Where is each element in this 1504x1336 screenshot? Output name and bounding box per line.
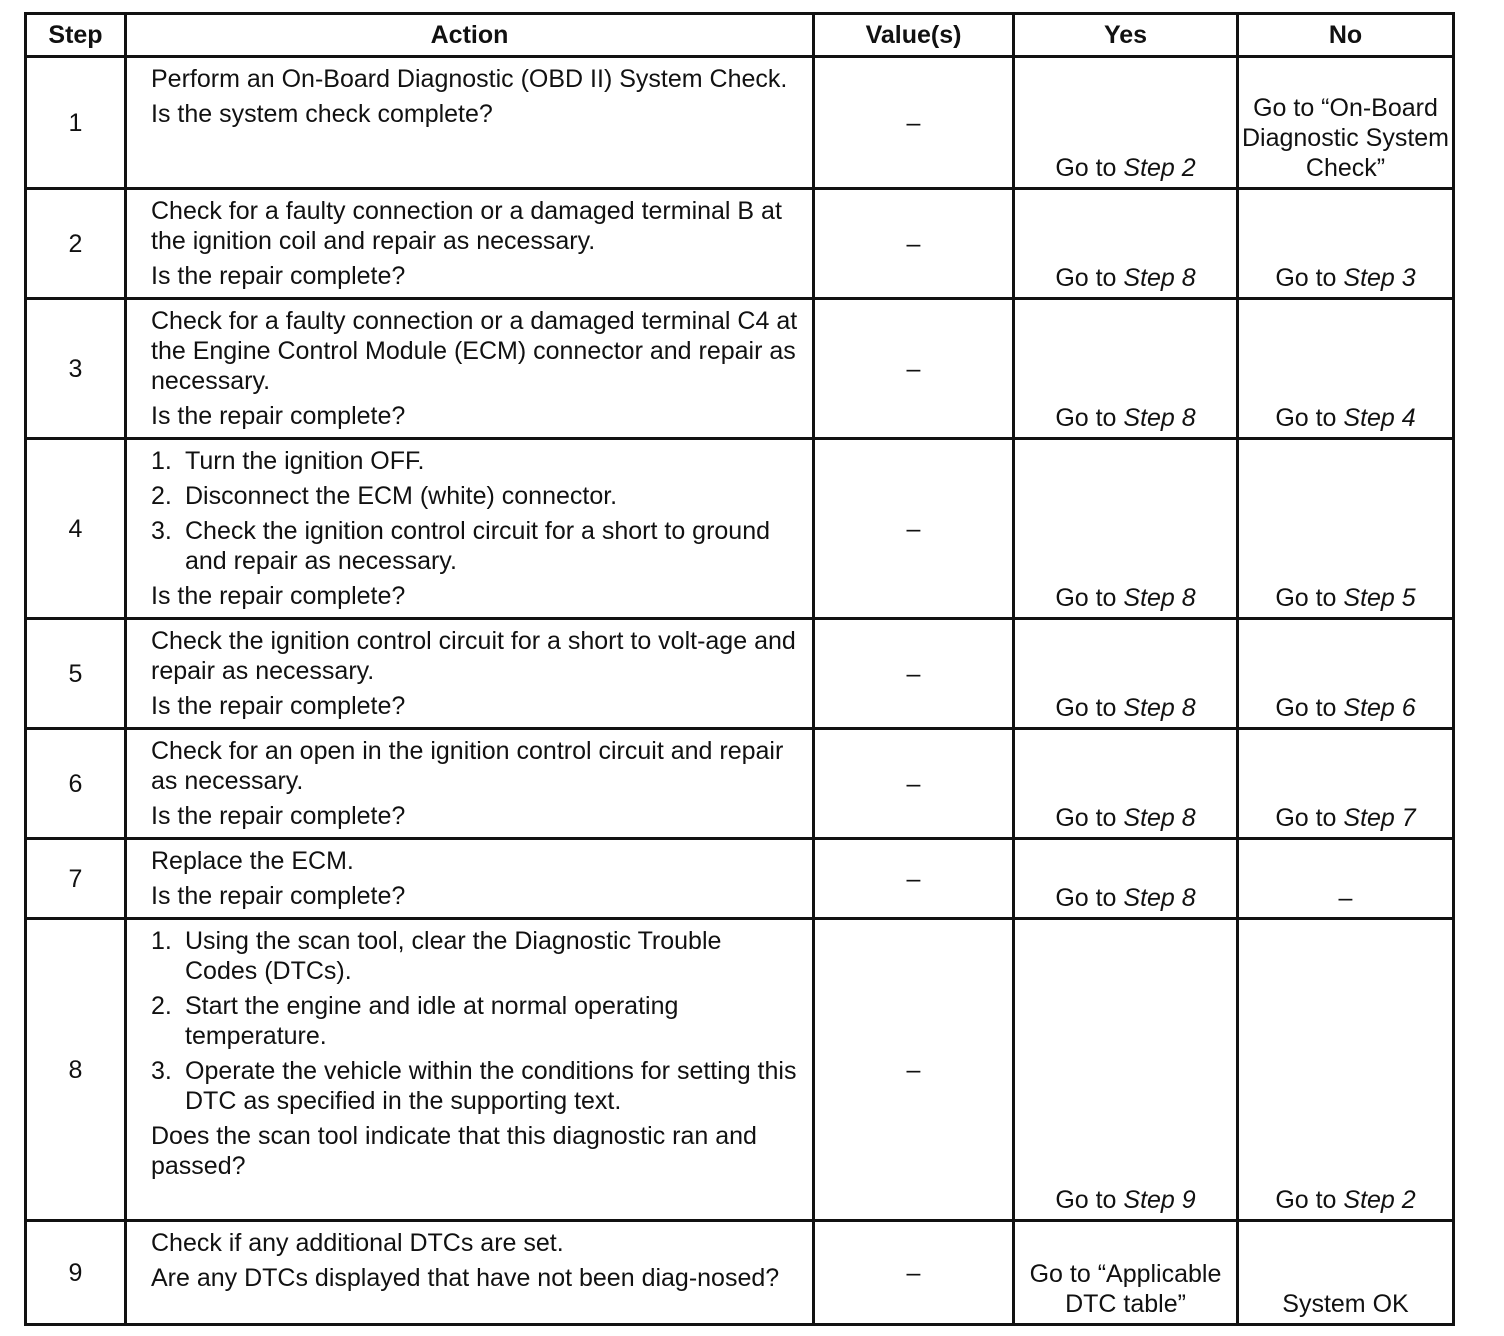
action-step-text: Operate the vehicle within the conditions for setting this DTC as specified in the supporting text. xyxy=(185,1057,797,1115)
no-cell xyxy=(1238,57,1454,189)
value-cell: – xyxy=(814,729,1014,839)
no-cell xyxy=(1238,189,1454,299)
yes-go-to-text: Go to xyxy=(1055,584,1124,612)
no-text: Go to “On-Board Diagnostic System Check” xyxy=(1241,94,1450,182)
header-action: Action xyxy=(126,14,814,57)
action-question: Are any DTCs displayed that have not been diag-nosed? xyxy=(151,1264,780,1292)
action-steps-list xyxy=(151,926,800,1116)
table-row xyxy=(26,299,1454,439)
action-step-text: Turn the ignition OFF. xyxy=(185,447,425,475)
value-cell: – xyxy=(814,839,1014,919)
yes-go-to-text: Go to xyxy=(1055,154,1124,182)
header-row xyxy=(26,14,1454,57)
no-text: System OK xyxy=(1282,1290,1409,1318)
no-text: – xyxy=(1338,884,1353,912)
action-question: Does the scan tool indicate that this diagnostic ran and passed? xyxy=(151,1122,757,1180)
no-step-ref: Step 7 xyxy=(1343,804,1416,832)
header-values: Value(s) xyxy=(814,14,1014,57)
table-row xyxy=(26,189,1454,299)
no-cell xyxy=(1238,439,1454,619)
action-text: Check for a faulty connection or a damaged terminal B at the ignition coil and repair as necessary. xyxy=(151,197,782,255)
yes-cell xyxy=(1014,619,1238,729)
yes-cell xyxy=(1014,439,1238,619)
action-step-number: 3. xyxy=(151,517,172,545)
action-text: Check the ignition control circuit for a short to volt-age and repair as necessary. xyxy=(151,627,796,685)
step-number: 5 xyxy=(26,619,126,729)
action-step-number: 3. xyxy=(151,1057,172,1085)
table-row xyxy=(26,919,1454,1221)
action-step-number: 2. xyxy=(151,482,172,510)
no-cell xyxy=(1238,839,1454,919)
no-step-ref: Step 6 xyxy=(1343,694,1416,722)
yes-step-ref: Step 8 xyxy=(1123,584,1196,612)
action-cell xyxy=(126,57,814,189)
step-number: 7 xyxy=(26,839,126,919)
yes-step-ref: Step 8 xyxy=(1123,264,1196,292)
yes-cell xyxy=(1014,57,1238,189)
value-cell: – xyxy=(814,1221,1014,1325)
yes-cell xyxy=(1014,839,1238,919)
step-number: 3 xyxy=(26,299,126,439)
step-number: 1 xyxy=(26,57,126,189)
step-number: 9 xyxy=(26,1221,126,1325)
yes-cell xyxy=(1014,299,1238,439)
yes-go-to-text: Go to xyxy=(1055,264,1124,292)
no-step-ref: Step 3 xyxy=(1343,264,1416,292)
header-yes: Yes xyxy=(1014,14,1238,57)
table-row xyxy=(26,839,1454,919)
no-go-to-text: Go to xyxy=(1275,804,1344,832)
action-cell xyxy=(126,839,814,919)
action-cell xyxy=(126,1221,814,1325)
action-step-text: Start the engine and idle at normal operating temperature. xyxy=(185,992,679,1050)
yes-step-ref: Step 8 xyxy=(1123,884,1196,912)
no-go-to-text: Go to xyxy=(1275,584,1344,612)
table-row xyxy=(26,57,1454,189)
yes-step-ref: Step 2 xyxy=(1123,154,1196,182)
action-step-number: 1. xyxy=(151,447,172,475)
step-number: 2 xyxy=(26,189,126,299)
action-text: Check if any additional DTCs are set. xyxy=(151,1229,564,1257)
header-step: Step xyxy=(26,14,126,57)
action-cell xyxy=(126,439,814,619)
no-go-to-text: Go to xyxy=(1275,694,1344,722)
action-step-text: Check the ignition control circuit for a short to ground and repair as necessary. xyxy=(185,517,771,575)
value-cell: – xyxy=(814,57,1014,189)
no-go-to-text: Go to xyxy=(1275,264,1344,292)
yes-step-ref: Step 8 xyxy=(1123,694,1196,722)
no-step-ref: Step 5 xyxy=(1343,584,1416,612)
action-cell xyxy=(126,189,814,299)
value-cell: – xyxy=(814,919,1014,1221)
value-cell: – xyxy=(814,619,1014,729)
action-step-item xyxy=(151,926,800,986)
yes-go-to-text: Go to xyxy=(1055,1186,1124,1214)
action-cell xyxy=(126,729,814,839)
yes-cell xyxy=(1014,1221,1238,1325)
diagnostic-table xyxy=(24,12,1455,1326)
table-row xyxy=(26,1221,1454,1325)
no-go-to-text: Go to xyxy=(1275,404,1344,432)
action-question: Is the repair complete? xyxy=(151,882,406,910)
action-question: Is the repair complete? xyxy=(151,262,406,290)
value-cell: – xyxy=(814,299,1014,439)
action-step-item xyxy=(151,1056,800,1116)
no-step-ref: Step 2 xyxy=(1343,1186,1416,1214)
yes-step-ref: Step 8 xyxy=(1123,404,1196,432)
no-step-ref: Step 4 xyxy=(1343,404,1416,432)
action-cell xyxy=(126,619,814,729)
step-number: 8 xyxy=(26,919,126,1221)
no-cell xyxy=(1238,919,1454,1221)
action-text: Perform an On-Board Diagnostic (OBD II) System Check. xyxy=(151,65,788,93)
value-cell: – xyxy=(814,439,1014,619)
action-text: Replace the ECM. xyxy=(151,847,354,875)
table-row xyxy=(26,439,1454,619)
no-cell xyxy=(1238,619,1454,729)
action-step-number: 1. xyxy=(151,927,172,955)
action-step-number: 2. xyxy=(151,992,172,1020)
yes-step-ref: Step 9 xyxy=(1123,1186,1196,1214)
no-cell xyxy=(1238,299,1454,439)
action-step-text: Disconnect the ECM (white) connector. xyxy=(185,482,618,510)
action-question: Is the repair complete? xyxy=(151,692,406,720)
no-cell xyxy=(1238,729,1454,839)
action-text: Check for an open in the ignition control circuit and repair as necessary. xyxy=(151,737,784,795)
action-cell xyxy=(126,919,814,1221)
table-row xyxy=(26,619,1454,729)
value-cell: – xyxy=(814,189,1014,299)
yes-cell xyxy=(1014,189,1238,299)
no-cell xyxy=(1238,1221,1454,1325)
yes-step-ref: Step 8 xyxy=(1123,804,1196,832)
action-step-text: Using the scan tool, clear the Diagnostic Trouble Codes (DTCs). xyxy=(185,927,722,985)
action-step-item xyxy=(151,516,800,576)
yes-go-to-text: Go to xyxy=(1055,694,1124,722)
yes-go-to-text: Go to xyxy=(1055,884,1124,912)
action-steps-list xyxy=(151,446,800,576)
yes-cell xyxy=(1014,729,1238,839)
yes-cell xyxy=(1014,919,1238,1221)
yes-text: Go to “Applicable DTC table” xyxy=(1029,1260,1222,1318)
action-cell xyxy=(126,299,814,439)
table-row xyxy=(26,729,1454,839)
yes-go-to-text: Go to xyxy=(1055,404,1124,432)
action-step-item xyxy=(151,446,800,476)
action-step-item xyxy=(151,481,800,511)
header-no: No xyxy=(1238,14,1454,57)
step-number: 4 xyxy=(26,439,126,619)
action-question: Is the repair complete? xyxy=(151,582,406,610)
table-body xyxy=(26,57,1454,1325)
step-number: 6 xyxy=(26,729,126,839)
action-question: Is the repair complete? xyxy=(151,402,406,430)
action-question: Is the repair complete? xyxy=(151,802,406,830)
action-question: Is the system check complete? xyxy=(151,100,493,128)
action-text: Check for a faulty connection or a damaged terminal C4 at the Engine Control Module (ECM) connector and repair as necessary. xyxy=(151,307,798,395)
yes-go-to-text: Go to xyxy=(1055,804,1124,832)
action-step-item xyxy=(151,991,800,1051)
no-go-to-text: Go to xyxy=(1275,1186,1344,1214)
